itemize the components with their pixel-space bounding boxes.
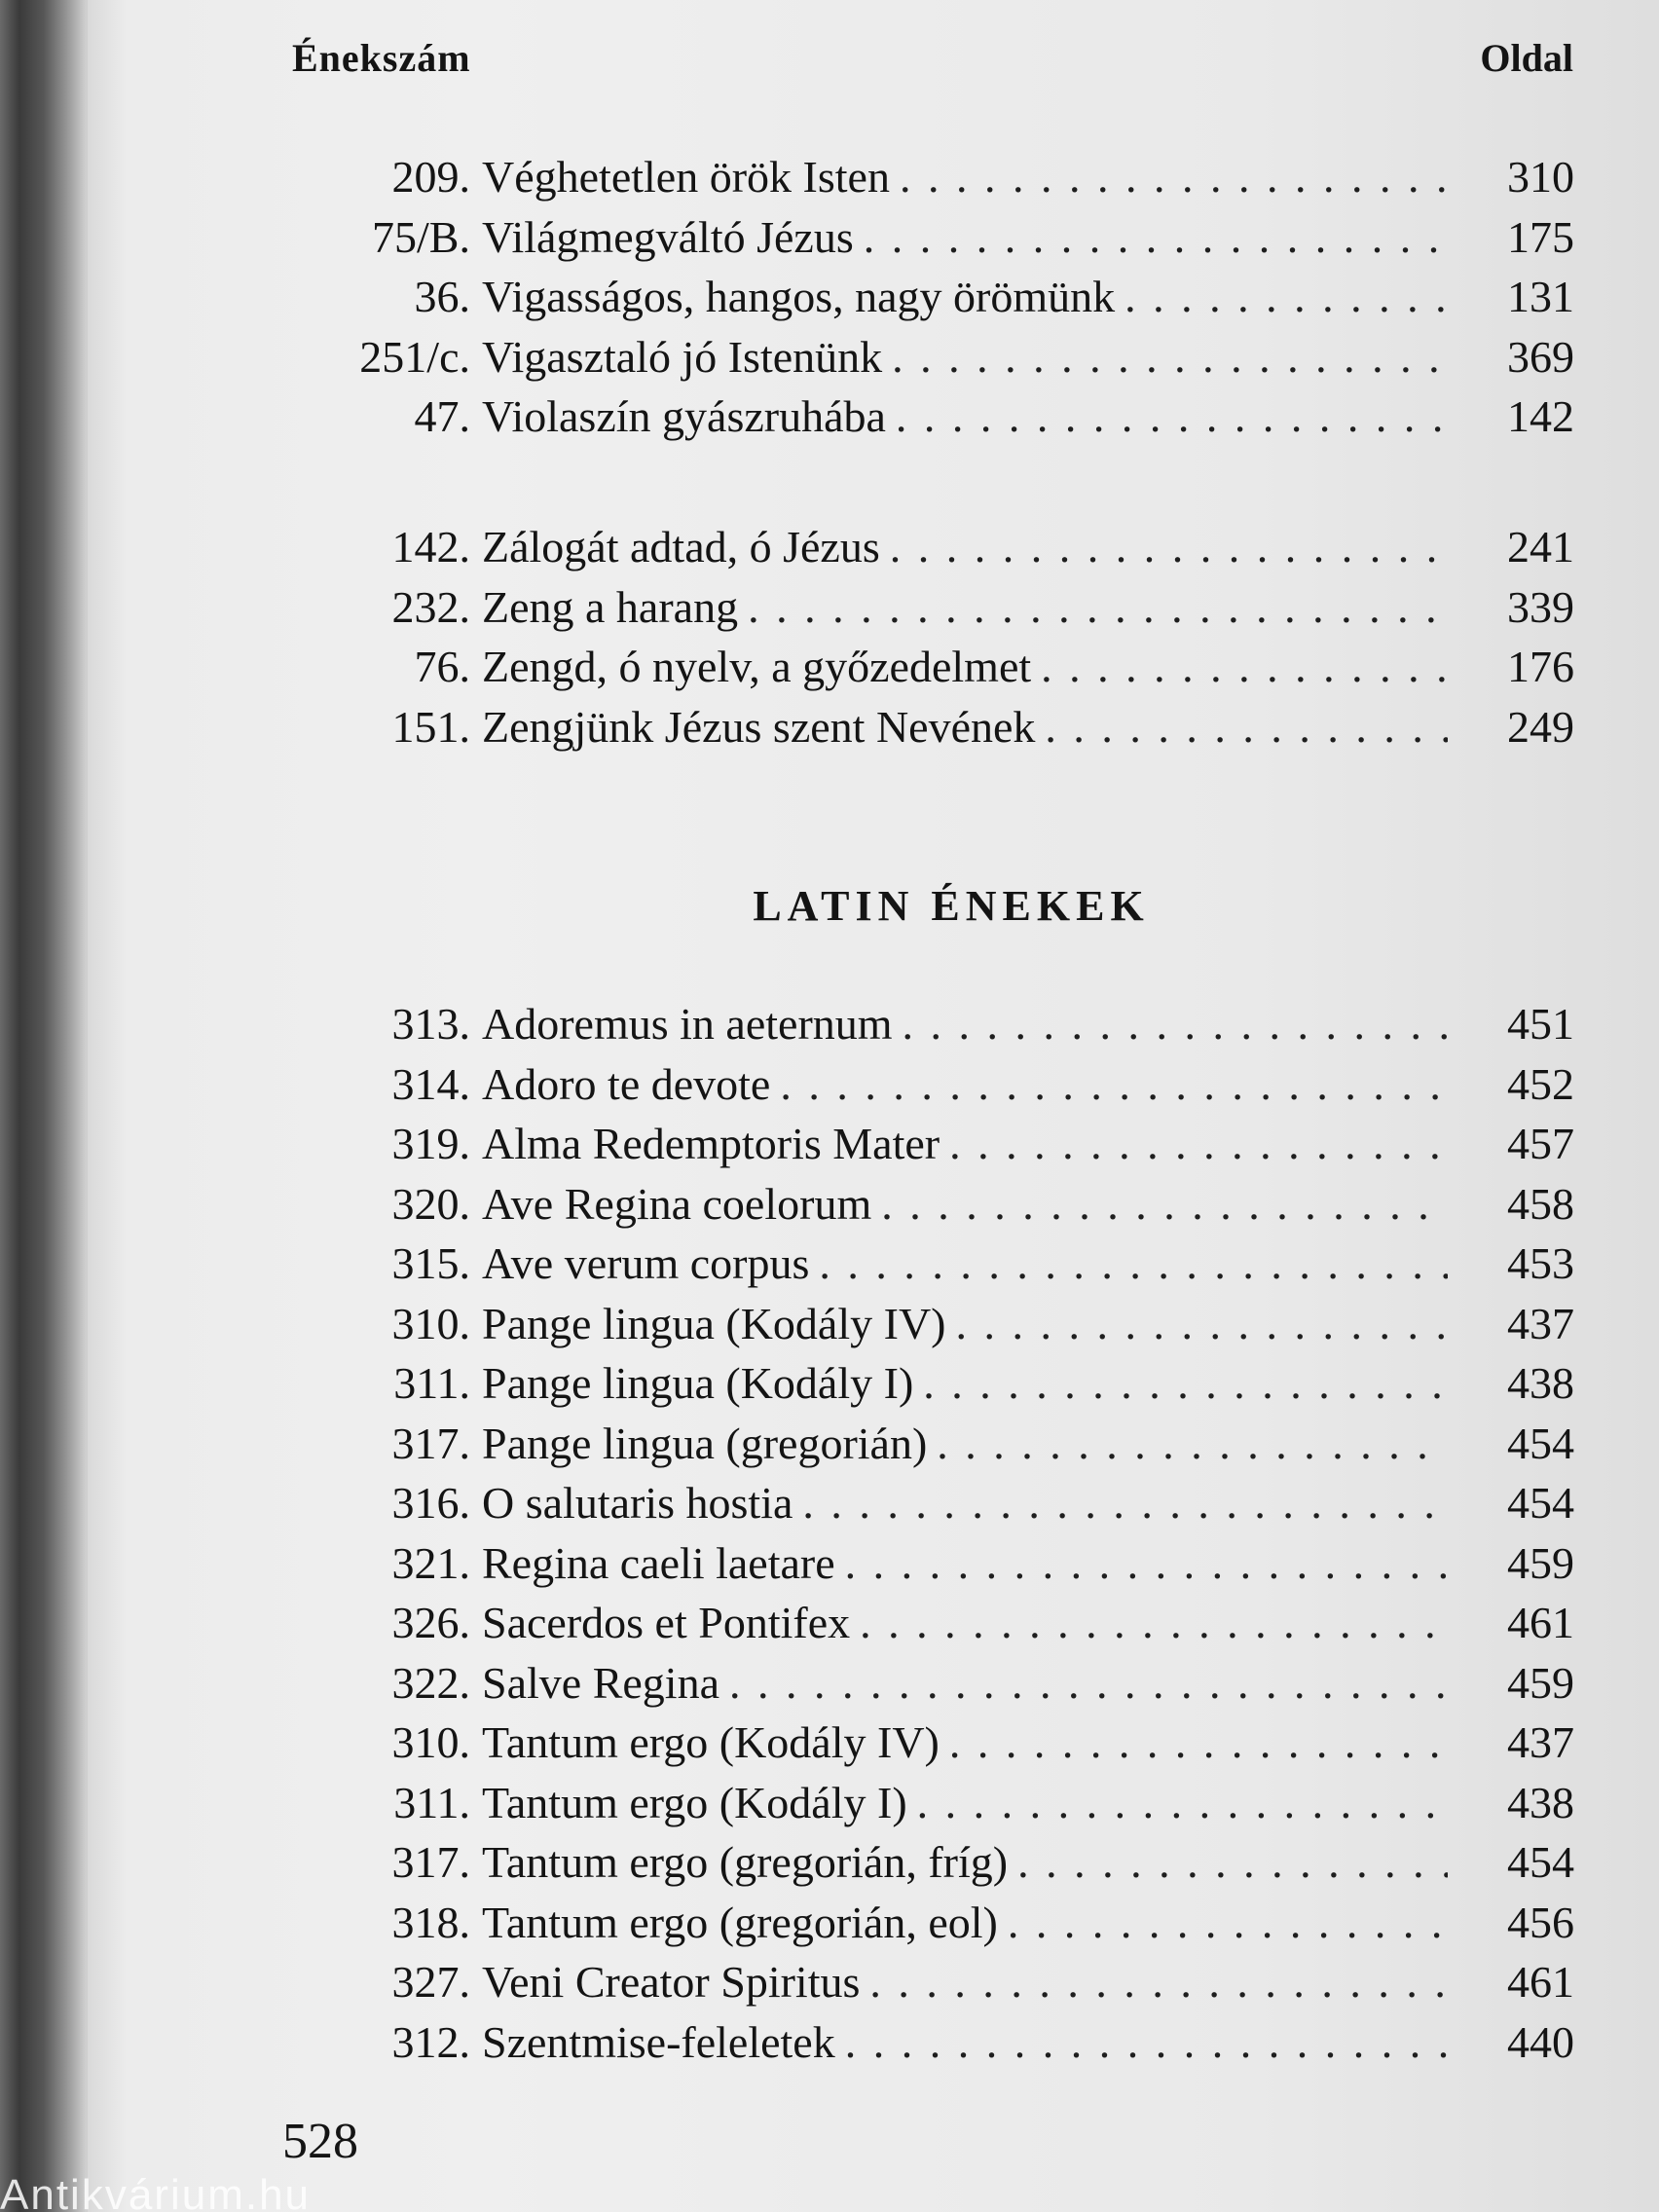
- hymn-page-number: 459: [1507, 1537, 1574, 1588]
- hymn-page-number: 437: [1507, 1717, 1574, 1767]
- hymn-page-number: 454: [1507, 1418, 1574, 1468]
- hymn-page-number: 451: [1507, 999, 1574, 1049]
- index-entry: [287, 390, 1574, 451]
- hymn-number: 311.: [393, 1358, 470, 1408]
- index-entry: [287, 701, 1574, 761]
- hymn-page-number: 461: [1507, 1598, 1574, 1647]
- dot-leader: [860, 1956, 1448, 2008]
- dot-leader: [793, 1477, 1448, 1529]
- hymn-page-number: 452: [1507, 1058, 1574, 1109]
- hymn-title: Ave verum corpus: [482, 1238, 810, 1288]
- hymn-page-number: 454: [1507, 1478, 1574, 1528]
- index-entry: [287, 581, 1574, 642]
- hymn-page-number: 440: [1507, 2016, 1574, 2067]
- index-entry: [287, 1777, 1574, 1837]
- hymn-number: 316.: [391, 1478, 470, 1528]
- hymn-title: Zengd, ó nyelv, a győzedelmet: [482, 642, 1032, 691]
- index-entry: [287, 1178, 1574, 1238]
- index-list-latin: [287, 998, 1574, 2076]
- hymn-title: Pange lingua (Kodály I): [482, 1358, 914, 1408]
- dot-leader: [890, 151, 1448, 203]
- book-spine-edge: [0, 0, 88, 2212]
- hymn-number: 142.: [391, 522, 470, 571]
- hymn-page-number: 437: [1507, 1298, 1574, 1348]
- index-entry: [287, 1298, 1574, 1358]
- hymn-title: Zeng a harang: [482, 581, 739, 632]
- index-entry: [287, 1836, 1574, 1897]
- index-entry: [287, 211, 1574, 272]
- index-entry: [287, 151, 1574, 211]
- dot-leader: [850, 1597, 1448, 1648]
- index-entry: [287, 1537, 1574, 1598]
- hymn-title: Tantum ergo (Kodály I): [482, 1777, 907, 1827]
- hymn-number: 209.: [391, 152, 470, 202]
- hymn-title: Violaszín gyászruhába: [482, 391, 886, 441]
- hymn-number: 315.: [391, 1238, 470, 1288]
- hymn-title: Véghetetlen örök Isten: [482, 152, 890, 202]
- hymn-title: Adoro te devote: [482, 1058, 771, 1109]
- hymn-number: 311.: [393, 1777, 470, 1827]
- hymn-number: 76.: [414, 642, 470, 691]
- hymn-number: 75/B.: [372, 211, 470, 262]
- hymn-page-number: 175: [1507, 211, 1574, 262]
- hymn-title: Pange lingua (Kodály IV): [482, 1298, 946, 1348]
- index-entry: [287, 1477, 1574, 1537]
- hymn-number: 326.: [391, 1598, 470, 1647]
- hymn-number: 313.: [391, 999, 470, 1049]
- index-entry: [287, 331, 1574, 391]
- index-entry: [287, 1118, 1574, 1178]
- hymn-page-number: 453: [1507, 1238, 1574, 1288]
- dot-leader: [927, 1418, 1448, 1469]
- hymn-page-number: 310: [1507, 152, 1574, 202]
- index-entry: [287, 1418, 1574, 1478]
- hymn-title: Sacerdos et Pontifex: [482, 1598, 851, 1647]
- hymn-number: 314.: [391, 1058, 470, 1109]
- index-entry: [287, 998, 1574, 1058]
- hymn-page-number: 142: [1507, 391, 1574, 441]
- hymn-number: 321.: [391, 1537, 470, 1588]
- dot-leader: [913, 1357, 1448, 1409]
- index-entry: [287, 1058, 1574, 1119]
- index-list-z: [287, 521, 1574, 760]
- index-entry: [287, 2016, 1574, 2077]
- hymn-number: 319.: [391, 1119, 470, 1168]
- hymn-number: 327.: [391, 1957, 470, 2007]
- dot-leader: [1031, 641, 1448, 692]
- hymn-page-number: 438: [1507, 1777, 1574, 1827]
- dot-leader: [770, 1058, 1448, 1110]
- hymn-title: Zengjünk Jézus szent Nevének: [482, 701, 1036, 752]
- hymn-title: Ave Regina coelorum: [482, 1178, 872, 1229]
- dot-leader: [882, 331, 1448, 383]
- index-entry: [287, 1237, 1574, 1298]
- hymn-number: 318.: [391, 1897, 470, 1947]
- dot-leader: [907, 1777, 1448, 1828]
- hymn-page-number: 459: [1507, 1657, 1574, 1708]
- dot-leader: [719, 1657, 1448, 1709]
- dot-leader: [854, 211, 1448, 263]
- dot-leader: [1115, 271, 1448, 322]
- hymn-number: 317.: [391, 1418, 470, 1468]
- index-entry: [287, 1716, 1574, 1777]
- hymn-title: Vigasztaló jó Istenünk: [482, 331, 883, 382]
- dot-leader: [893, 998, 1448, 1050]
- hymn-number: 320.: [391, 1178, 470, 1229]
- hymn-page-number: 454: [1507, 1837, 1574, 1887]
- watermark-text: Antikvárium.hu: [0, 2171, 312, 2212]
- hymn-title: Világmegváltó Jézus: [482, 211, 854, 262]
- dot-leader: [880, 521, 1448, 572]
- hymn-number: 312.: [391, 2016, 470, 2067]
- hymn-page-number: 369: [1507, 331, 1574, 382]
- hymn-page-number: 456: [1507, 1897, 1574, 1947]
- dot-leader: [886, 390, 1448, 442]
- hymn-page-number: 241: [1507, 522, 1574, 571]
- dot-leader: [871, 1178, 1448, 1230]
- header-hymn-number-label: Énekszám: [292, 36, 471, 80]
- hymn-title: Tantum ergo (gregorián, eol): [482, 1897, 998, 1947]
- dot-leader: [946, 1298, 1449, 1349]
- hymn-title: Tantum ergo (Kodály IV): [482, 1717, 940, 1767]
- hymn-number: 232.: [391, 581, 470, 632]
- hymn-title: Pange lingua (gregorián): [482, 1418, 928, 1468]
- hymn-title: Salve Regina: [482, 1657, 719, 1708]
- hymn-page-number: 438: [1507, 1358, 1574, 1408]
- hymn-page-number: 458: [1507, 1178, 1574, 1229]
- footer-page-number: 528: [282, 2114, 358, 2169]
- hymn-title: Alma Redemptoris Mater: [482, 1119, 940, 1168]
- hymn-title: Regina caeli laetare: [482, 1537, 835, 1588]
- hymn-number: 322.: [391, 1657, 470, 1708]
- index-entry: [287, 1597, 1574, 1657]
- dot-leader: [1035, 701, 1448, 753]
- hymn-number: 47.: [414, 391, 470, 441]
- hymn-number: 151.: [391, 701, 470, 752]
- dot-leader: [998, 1897, 1448, 1948]
- index-page: [88, 0, 1659, 2212]
- index-entry: [287, 1897, 1574, 1957]
- hymn-page-number: 249: [1507, 701, 1574, 752]
- hymn-title: Zálogát adtad, ó Jézus: [482, 522, 880, 571]
- dot-leader: [835, 2016, 1448, 2068]
- hymn-page-number: 339: [1507, 581, 1574, 632]
- hymn-title: Szentmise-feleletek: [482, 2016, 835, 2067]
- index-entry: [287, 1657, 1574, 1717]
- hymn-title: Adoremus in aeternum: [482, 999, 893, 1049]
- dot-leader: [940, 1118, 1448, 1169]
- hymn-page-number: 131: [1507, 272, 1574, 321]
- hymn-number: 251/c.: [359, 331, 470, 382]
- index-entry: [287, 1357, 1574, 1418]
- index-entry: [287, 271, 1574, 331]
- header-page-label: Oldal: [1480, 36, 1573, 80]
- hymn-page-number: 176: [1507, 642, 1574, 691]
- dot-leader: [1008, 1836, 1448, 1888]
- hymn-page-number: 457: [1507, 1119, 1574, 1168]
- hymn-page-number: 461: [1507, 1957, 1574, 2007]
- hymn-title: Veni Creator Spiritus: [482, 1957, 861, 2007]
- hymn-title: Vigasságos, hangos, nagy örömünk: [482, 272, 1116, 321]
- index-entry: [287, 641, 1574, 701]
- hymn-title: Tantum ergo (gregorián, fríg): [482, 1837, 1009, 1887]
- hymn-number: 310.: [391, 1717, 470, 1767]
- index-entry: [287, 1956, 1574, 2016]
- hymn-number: 310.: [391, 1298, 470, 1348]
- index-list-v: [287, 151, 1574, 451]
- dot-leader: [809, 1237, 1448, 1289]
- hymn-number: 317.: [391, 1837, 470, 1887]
- hymn-number: 36.: [414, 272, 470, 321]
- section-title-latin: LATIN ÉNEKEK: [753, 882, 1150, 930]
- hymn-title: O salutaris hostia: [482, 1478, 793, 1528]
- dot-leader: [738, 581, 1448, 633]
- dot-leader: [835, 1537, 1448, 1589]
- index-entry: [287, 521, 1574, 581]
- dot-leader: [940, 1716, 1448, 1768]
